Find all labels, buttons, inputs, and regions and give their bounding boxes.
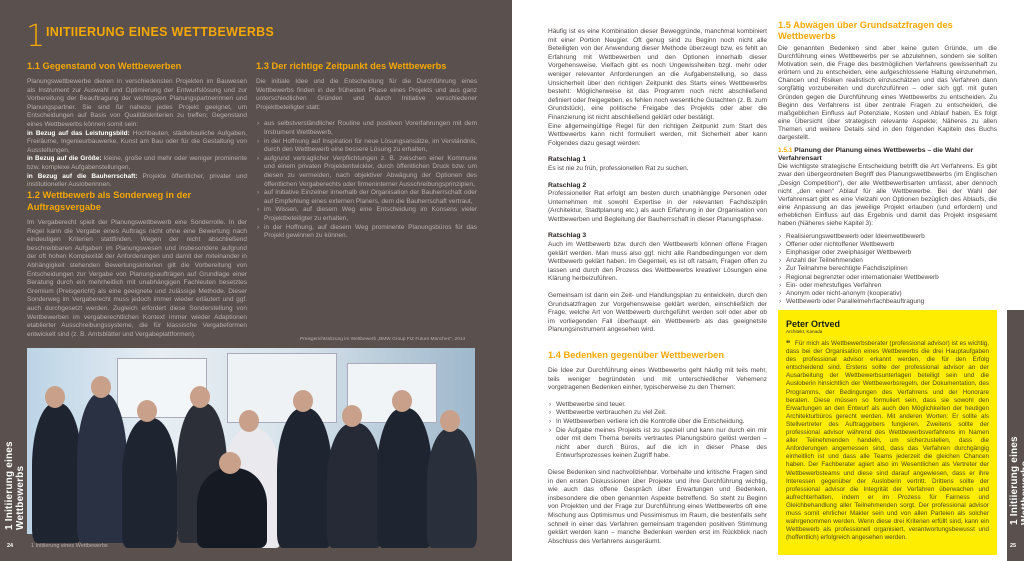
- list-item: › Offener oder nichtoffener Wettbewerb: [778, 241, 997, 249]
- section-body: Im Vergaberecht spielt der Planungswettbewerb eine Sonderrolle. In der Regel kann die Vergabe eines Auftrags nicht ohne eine Bewertung nach eindeutigen Kriterien stattfinden. Wegen der nicht abschließend beschreibbaren Aufgaben im Planungswesen und insbesondere aufgrund der oft hohen Komplexität der Anforderungen und damit der miteinander in Abhängigkeit stehenden Bewertungskriterien gilt die Vorbereitung von Entscheidungen zur Vergabe von Planungsaufträgen auf Grundlage einer Beratung durch ein mehrheitlich mit unabhängigen Fachleuten besetztes Gremium (Preisgericht) als eine geeignete und zulässige Methode. Dieser Sonderweg im Vergaberecht muss jedoch immer wieder erläutert und ggf. auch durchgesetzt werden. Zugleich erfordert diese Sonderstellung von Wettbewerben im vergaberechtlichen Kontext immer wieder Adaptionen etablierter Ausschreibungssysteme, die für klassische Vergabeformen entwickelt sind (z. B. Amtsblätter und Vergabeplattformen).: [27, 219, 247, 338]
- running-footer: 1 Initiierung eines Wettbewerbs: [31, 543, 108, 549]
- paragraph: Diese Bedenken sind nachvollziehbar. Vorbehalte und kritische Fragen sind in den ersten Diskussionen über Projekte und ihre Durchführung wichtig, wie auch das offene Gespräch über Erwartungen und Bedenken, insbesondere die oben genannten Aspekte betreffend. So steht zu Beginn von Projekten und der Frage zur Durchführung eines Wettbewerbs oft eine Mischung aus Optimismus und Pessimismus im Raum, die bestenfalls sehr schnell in einer das Verfahren gemeinsam tragenden positiven Stimmung geklärt werden kann – manche Bedenken werden erst im Rückblick nach Abschluss des Verfahrens ausgeräumt.: [548, 468, 767, 545]
- section-heading: 1.4 Bedenken gegenüber Wettbewerben: [548, 350, 724, 360]
- list-item: › in der Hoffnung auf Inspiration für neue Lösungsansätze, im Verständnis, durch den Wettbewerb eine bessere Lösung zu erhalten,: [256, 138, 477, 155]
- section-heading: 1.2 Wettbewerb als Sonderweg in der Auftragsvergabe: [27, 190, 192, 212]
- list-item: › aufgrund vertraglicher Verpflichtungen z. B. zwischen einer Kommune und einem privaten Projektentwickler, durch öffentlichen Druck bzw. um diesen zu vermeiden, nach objektiver Abwägung der Optionen des öffentlichen Vergaberechts oder firmeninterner Ausschreibungsprinzipien,: [256, 155, 477, 189]
- quote-box: [778, 310, 997, 555]
- list-item: › Die Aufgabe meines Projekts ist zu speziell und kann nur durch ein mir oder mit dem Thema bereits vertrautes Planungsbüro gelöst werden – nicht aber durch Büros, auf die ich in dieser Phase des Entwurfsprozesses keinen Zugriff habe.: [548, 427, 767, 461]
- list-item: › Zur Teilnahme berechtigte Fachdisziplinen: [778, 265, 997, 273]
- right-column-2: [778, 20, 997, 306]
- paragraph: Eine allgemeingültige Regel für den richtigen Zeitpunkt zum Start des Wettbewerbs kann nicht formuliert werden, mit Sicherheit aber kann Folgendes dazu gesagt werden:: [548, 122, 767, 147]
- list-item: › Regional begrenzter oder internationaler Wettbewerb: [778, 274, 997, 282]
- list-item: › im Wissen, auf diesem Weg eine Entscheidung im Konsens vieler Projektbeteiligter zu erhalten,: [256, 206, 477, 223]
- paragraph: Häufig ist es eine Kombination dieser Beweggründe, manchmal kombiniert mit einer Portion Neugier. Oft genug sind zu Beginn noch nicht alle Beteiligten von der Anwendung dieser Methode überzeugt bzw. es fehlt an Erfahrung mit Wettbewerben und den Optionen innerhalb dieser Vorgehensweise. Vielfach gibt es noch Ungewissheiten bzgl. mehr oder weniger relevanter Anforderungen an die Aufgabenstellung, so dass Unsicherheit über den richtigen Zeitpunkt des Starts eines Wettbewerbs besteht: Möglicherweise ist das Programm noch nicht abschließend definiert oder freigegeben, es fehlen noch wesentliche Gutachten (z. B. zum Grundstück), eine politische Freigabe des Projekts oder aber die Finanzierung ist nicht abschließend geklärt oder bestätigt.: [548, 28, 767, 121]
- quote-author: Peter Ortved: [786, 319, 841, 329]
- list-item: › Anzahl der Teilnehmenden: [778, 257, 997, 265]
- list-item: › Wettbewerbe verbrauchen zu viel Zeit.: [548, 409, 767, 418]
- page-number: 24: [7, 543, 14, 549]
- advice-2: Ratschlag 2 Professioneller Rat erfolgt am besten durch unabhängige Personen oder Unternehmen mit sowohl Expertise in der relevanten Fachdisziplin (Architektur, Stadtplanung etc.) als auch Erfahrung in der Organisation von Wettbewerben und Begleitung der Bauherrschaft in dieser Planungsphase.: [548, 181, 767, 223]
- list-item: › Wettbewerbe sind teuer.: [548, 401, 767, 410]
- chapter-number: 1: [26, 19, 46, 54]
- list-item: › aus selbstverständlicher Routine und positiven Vorerfahrungen mit dem Instrument Wettbewerb,: [256, 120, 477, 137]
- section-body: Die initiale Idee und die Entscheidung für die Durchführung eines Wettbewerbs finden in der frühesten Phase eines Projekts und aus ganz unterschiedlichen Gründen und durch Initiative verschiedener Projektbeteiligter statt:: [256, 78, 477, 111]
- list-item: › auf Initiative Einzelner innerhalb der Organisation der Bauherrschaft oder auf Empfehlung eines externen Planers, dem die Bauherrschaft vertraut,: [256, 189, 477, 206]
- advice-3: Ratschlag 3 Auch im Wettbewerb bzw. durch den Wettbewerb können offene Fragen geklärt werden. Man muss also ggf. nicht alle Randbedingungen vor dem Wettbewerb geklärt haben. Im Gegenteil, es ist oft ratsam, Fragen offen zu lassen und durch den Prozess des Wettbewerbs kreativer Lösungen eine Klärung herbeizuführen.: [548, 232, 767, 283]
- chapter-title: INITIIERUNG EINES WETTBEWERBS: [46, 25, 275, 39]
- section-heading: 1.5 Abwägen über Grundsatzfragen des Wettbewerbs: [778, 20, 953, 41]
- section-1-2: [27, 189, 247, 339]
- section-1-1: [27, 60, 247, 190]
- list-item: › Einphasiger oder zweiphasiger Wettbewerb: [778, 249, 997, 257]
- left-page: [0, 0, 512, 561]
- section-heading: 1.3 Der richtige Zeitpunkt des Wettbewerbs: [256, 61, 447, 71]
- list-item: › Realisierungswettbewerb oder Ideenwettbewerb: [778, 233, 997, 241]
- page-number: 25: [1010, 543, 1017, 549]
- reason-list: [256, 120, 477, 240]
- subsection-heading: 1.5.1 Planung der Planung eines Wettbewerbs – die Wahl der Verfahrensart: [778, 147, 974, 163]
- section-heading: 1.1 Gegenstand von Wettbewerben: [27, 61, 182, 71]
- list-item: › Anonym oder nicht-anonym (kooperativ): [778, 290, 997, 298]
- quote-text: " Für mich als Wettbewerbsberater (professional advisor) ist es wichtig, dass bei der Organisation eines Wettbewerbs die drei Hauptaufgaben des professional advisor erkannt werden, die für den Erfolg entscheidend sind. Erstens sollte der professional advisor an der Ausarbeitung der Wettbewerbsunterlagen beteiligt sein und die Ausloberin hinsichtlich der Wettbewerbsregeln, der Dokumentation, des Programms, der Bedingungen des Verfahrens und der Honorare beraten. Diese müssen so formuliert sein, dass sie sowohl den Erwartungen an den Entwurf als auch den Möglichkeiten der heutigen Architekturbüros gerecht werden. Mit anderen Worten: Er sollte als Stellvertreter des Auftraggebers fungieren. Zweitens sollte der professional advisor während des Wettbewerbsverfahrens im Namen aller Teilnehmenden handeln, um sicherzustellen, dass die Anforderungen angemessen sind, dass das Verfahren durchgängig einheitlich ist und dass alle Teams jederzeit die gleichen Chancen haben. Der Fachberater agiert also im Wesentlichen als Vertreter der Wettbewerbsteams und diese sind darauf angewiesen, dass er ihre Interessen gegenüber der Ausloberin vertritt. Drittens sollte der professional advisor die Integrität der Verfahren überwachen und aufrechterhalten, indem er im Prozess für Fairness und Gleichbehandlung aller Teilnehmenden sorgt. Der professional advisor muss somit ehrlicher Makler sein und von allen Parteien als solcher wahrgenommen werden. Wenn diese drei Kriterien erfüllt sind, kann ein Wettbewerb als professionell organisiert, verantwortungsbewusst und (hoffentlich) erfolgreich angesehen werden.: [786, 339, 989, 542]
- quote-author-role: Architekt, Kanada: [786, 329, 823, 334]
- section-1-3: [256, 60, 477, 249]
- list-item: › Wettbewerb oder Parallelmehrfachbeauftragung: [778, 298, 997, 306]
- paragraph: Die Idee zur Durchführung eines Wettbewerbs geht häufig mit teils mehr, teils weniger begründeten und mit unterschiedlicher Vehemenz vorgetragenen Bedenken einher, typischerweise zu den Themen:: [548, 367, 767, 392]
- paragraph: Die wichtigste strategische Entscheidung betrifft die Art Verfahrens. Es gibt zwar den übergeordneten Begriff des Planungswettbewerbs (im Englischen „Design Competition“), der alle Wettbewerbsarten umfasst, aber dennoch nicht „den einen“ Ablauf für alle Wettbewerbe. Bei der Wahl der Verfahrensart gibt es eine Vielzahl von Optionen bezüglich des Ablaufs, die eine Anpassung an das jeweilige Projekt erlauben (und erfordern) und erheblichen Einfluss auf das Ergebnis und damit das Projekt insgesamt haben (Näheres siehe Kapitel 3):: [778, 163, 997, 227]
- jury-meeting-photo: [27, 348, 475, 534]
- section-body: Planungswettbewerbe dienen in verschiedensten Projekten im Bauwesen als Instrument zur Auswahl und Optimierung der Entwurfslösung und zur Vorbereitung der Beauftragung der wichtigsten Planungspartnerinnen und Planungspartner. Sie sind für nahezu jedes Projekt geeignet, um Entscheidungen auf Basis von Qualitätskriterien zu treffen; Gegenstand eines Wettbewerbs können somit sein: in Bezug auf das Leistungsbild: Hochbauten, städtebauliche Aufgaben, Freiräume, Ingenieurbauwerke, Kunst am Bau oder für die Gestaltung von Ausstellungen, in Bezug auf die Größe: kleine, große und mehr oder weniger prominente bzw. komplexe Aufgabenstellungen, in Bezug auf die Bauherrschaft: Projekte öffentlicher, privater und institutioneller Ausloberinnen.: [27, 78, 247, 189]
- list-item: › in der Hoffnung, auf diesem Weg prominente Planungsbüros für das Projekt gewinnen zu können.: [256, 224, 477, 241]
- list-item: › Ein- oder mehrstufiges Verfahren: [778, 282, 997, 290]
- list-item: › In Wettbewerben verliere ich die Kontrolle über die Entscheidung.: [548, 418, 767, 427]
- paragraph: Die genannten Bedenken sind aber keine guten Gründe, um die Durchführung eines Wettbewerbs per se abzulehnen, sondern sie sollten Motivation sein, die Frage des bestmöglichen Verfahrens gewissenhaft zu erörtern und zu entscheiden, eine aufgeschlossene Haltung einzunehmen, Chancen und Risiken realistisch einzuschätzen und das Verfahren dann sorgfältig vorzubereiten und durchzuführen – oder sich ggf. mit guten Gründen gegen die Durchführung eines Wettbewerbs zu entscheiden. Zu Beginn des Verfahrens ist über zentrale Fragen zu entscheiden, die maßgeblichen Einfluss auf Potenziale, Kosten und Ablauf haben. Es folgt eine Übersicht über strategisch relevante Aspekte; Näheres zu allen Themen und weitere Details sind in den folgenden Kapiteln des Buchs dargestellt.: [778, 45, 997, 142]
- concerns-list: [548, 401, 767, 461]
- photo-caption: Preisgerichtssitzung im Wettbewerb „BMW Group FIZ Future München“, 2014: [300, 337, 466, 342]
- advice-1: Ratschlag 1 Es ist nie zu früh, professionellen Rat zu suchen.: [548, 156, 689, 172]
- paragraph: Gemeinsam ist dann ein Zeit- und Handlungsplan zu entwickeln, durch den Grundsatzfragen zur Vorgehensweise geklärt werden, einschließlich der Frage, welche Art von Wettbewerb durchgeführt werden soll oder aber ob im vorliegenden Fall überhaupt ein Wettbewerb als das geeignetste Planungsinstrument angesehen wird.: [548, 292, 767, 334]
- chapter-tab-label: 1 Initiierung eines Wettbewerbs: [1009, 436, 1031, 525]
- right-column-1: [548, 28, 767, 546]
- chapter-tab-label: 1 Initiierung eines Wettbewerbs: [4, 441, 26, 530]
- quote-mark-icon: ": [786, 339, 791, 349]
- procedure-options-list: [778, 233, 997, 306]
